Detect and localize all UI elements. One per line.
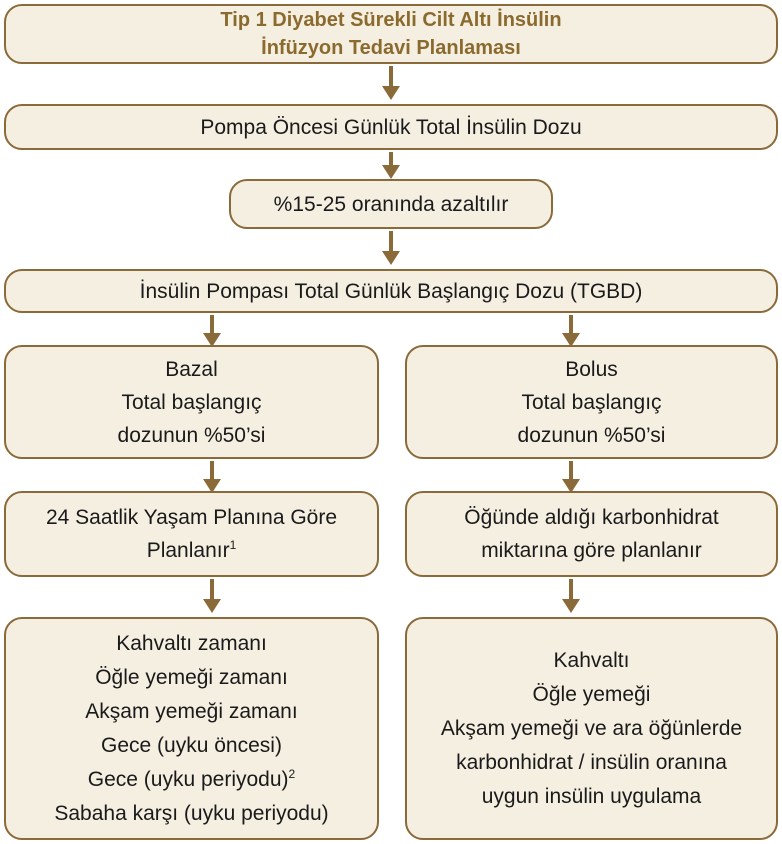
bolus-plan-line-2: miktarına göre planlanır [481,539,702,562]
bolus-line-2: Total başlangıç [521,390,662,414]
basal-item-wrap [88,763,295,797]
bolus-line-3: dozunun %50’si [517,423,666,447]
bolus-item: Akşam yemeği ve ara öğünlerde [440,716,743,740]
basal-line-2: Total başlangıç [121,390,262,414]
basal-schedule-box [4,617,379,840]
title-line-1: Tip 1 Diyabet Sürekli Cilt Altı İnsülin [220,9,562,31]
bolus-box [405,345,778,459]
basal-heading: Bazal [165,357,218,381]
basal-item: Öğle yemeği zamanı [95,665,288,689]
bolus-plan-line-1: Öğünde aldığı karbonhidrat [464,506,719,529]
reduction-text: %15-25 oranında azaltılır [273,192,509,216]
reduction-box [229,179,553,229]
pump-start-dose-text: İnsülin Pompası Total Günlük Başlangıç Dozu (TGBD) [139,279,643,303]
basal-plan-line-2: Planlanır [146,539,230,562]
basal-line-3: dozunun %50’si [117,423,266,447]
bolus-item: Kahvaltı [553,648,630,672]
bolus-item: Öğle yemeği [532,682,651,706]
footnote-2-marker: 2 [288,766,296,781]
basal-plan-box [4,491,379,577]
bolus-item: karbonhidrat / insülin oranına [456,750,727,774]
basal-box [4,345,379,459]
basal-item: Gece (uyku periyodu) [87,767,289,791]
title-line-2: İnfüzyon Tedavi Planlaması [261,37,521,59]
basal-item: Sabaha karşı (uyku periyodu) [54,801,329,825]
bolus-item: uygun insülin uygulama [481,784,702,808]
pump-start-dose-box [4,269,778,313]
basal-plan-line-1: 24 Saatlik Yaşam Planına Göre [45,506,338,529]
basal-item: Gece (uyku öncesi) [101,733,282,757]
basal-plan-line-2-wrap [147,534,237,567]
basal-item: Kahvaltı zamanı [116,631,267,655]
pre-pump-daily-dose-text: Pompa Öncesi Günlük Total İnsülin Dozu [200,115,582,139]
footnote-1-marker: 1 [229,538,237,552]
basal-item: Akşam yemeği zamanı [85,699,298,723]
bolus-schedule-box [405,617,778,840]
bolus-heading: Bolus [565,357,618,381]
title-box [4,4,778,64]
pre-pump-daily-dose-box [4,104,778,150]
bolus-plan-box [405,491,778,577]
